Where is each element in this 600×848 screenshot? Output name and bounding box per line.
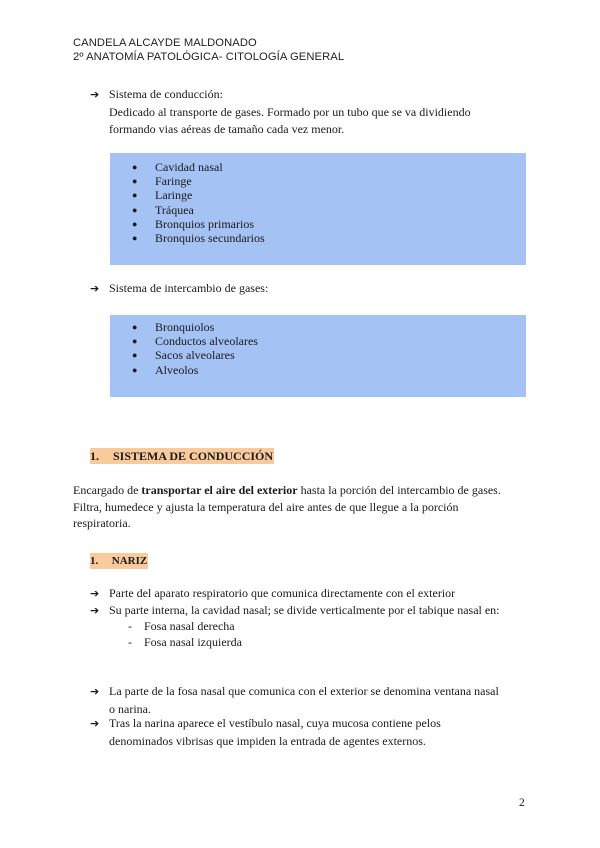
conduction-organs-list [110,153,526,245]
author-name: CANDELA ALCAYDE MALDONADO [73,37,257,49]
list-item: ● Laringe [110,188,526,202]
list-item-sistema-conduccion [90,86,471,139]
section-number: 1. [90,449,99,463]
list-item-nariz-3 [90,683,499,718]
list-item-nariz-4 [90,715,441,750]
bullet-icon: ● [132,233,138,244]
bullet-icon: ● [132,364,138,375]
course-name: 2º ANATOMÍA PATOLÓGICA- CITOLOGÍA GENERAL [73,51,345,63]
section-title: SISTEMA DE CONDUCCIÓN [113,449,274,463]
dash-icon: - [128,619,132,633]
arrow-right-icon: ➔ [90,604,100,617]
bullet-icon: ● [132,218,138,229]
paragraph-text: Encargado de [73,483,142,497]
subsection-title: NARIZ [111,555,148,567]
item-text: denominados vibrisas que impiden la entrada de agentes externos. [109,733,426,748]
conduction-organs-box [110,153,526,265]
item-title: Sistema de intercambio de gases: [109,281,269,295]
bullet-icon: ● [132,204,138,215]
section-heading-conduccion [90,448,274,464]
conduction-description [73,482,533,532]
item-text: o narina. [109,701,151,716]
item-text: La parte de la fosa nasal que comunica con el exterior se denomina ventana nasal [109,684,499,698]
bullet-icon: ● [132,162,138,172]
list-item: ● Sacos alveolares [110,348,526,362]
paragraph-text: Filtra, humedece y ajusta la temperatura del aire antes de que llegue a la porción [73,499,459,514]
bullet-icon: ● [132,350,138,361]
item-title: Sistema de conducción: [109,87,223,101]
sub-list-item: - Fosa nasal derecha [128,619,235,633]
item-text: Dedicado al transporte de gases. Formado por un tubo que se va dividiendo [109,104,471,119]
list-item: ● Cavidad nasal [110,160,526,174]
list-item: ● Conductos alveolares [110,334,526,348]
list-item: ● Bronquios primarios [110,217,526,231]
subsection-heading-nariz [90,553,148,569]
paragraph-text: respiratoria. [73,516,131,531]
paragraph-text: hasta la porción del intercambio de gases. [297,483,501,497]
list-item-sistema-intercambio [90,280,268,298]
arrow-right-icon: ➔ [90,88,100,101]
arrow-right-icon: ➔ [90,282,100,295]
list-item: ● Bronquios secundarios [110,231,526,245]
list-item: ● Tráquea [110,203,526,217]
list-item-nariz-2: ➔ Su parte interna, la cavidad nasal; se divide verticalmente por el tabique nasal en: [90,602,500,620]
bullet-icon: ● [132,322,138,332]
bold-text: transportar el aire del exterior [141,483,298,497]
bullet-icon: ● [132,176,138,187]
arrow-right-icon: ➔ [90,717,100,730]
dash-icon: - [128,635,132,649]
item-text: formando vias aéreas de tamaño cada vez menor. [109,122,345,136]
arrow-right-icon: ➔ [90,587,100,600]
list-item: ● Faringe [110,174,526,188]
bullet-icon: ● [132,190,138,201]
subsection-number: 1. [90,555,99,567]
bullet-icon: ● [132,336,138,347]
item-text: Tras la narina aparece el vestíbulo nasal, cuya mucosa contiene pelos [109,716,441,730]
arrow-right-icon: ➔ [90,685,100,698]
list-item: ● Bronquiolos [110,320,526,334]
list-item: ● Alveolos [110,363,526,377]
document-header [73,36,344,64]
page-number: 2 [519,797,525,809]
exchange-organs-box [110,315,526,397]
list-item-nariz-1: ➔ Parte del aparato respiratorio que comunica directamente con el exterior [90,585,455,603]
exchange-organs-list [110,315,526,377]
sub-list-item: - Fosa nasal izquierda [128,635,242,649]
